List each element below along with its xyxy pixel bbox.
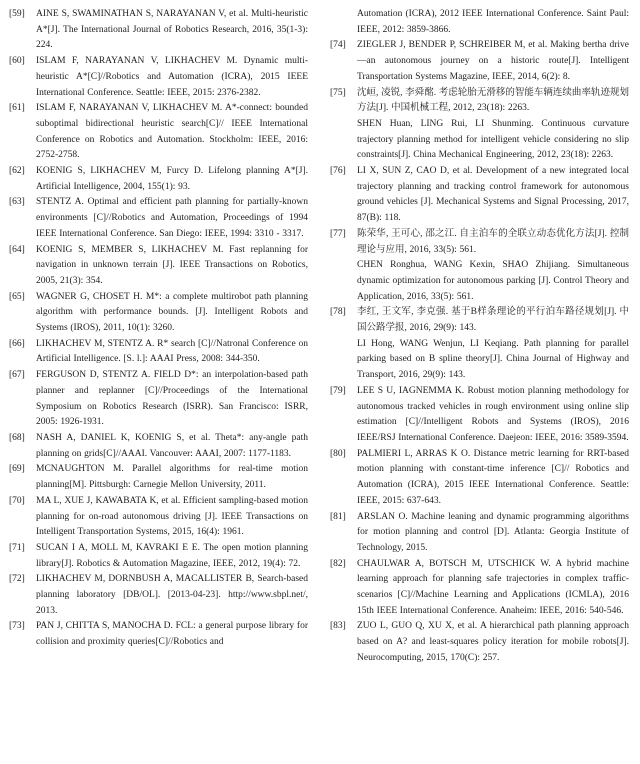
reference-number: [70] bbox=[9, 495, 25, 506]
reference-body bbox=[357, 384, 629, 447]
reference-text: ZIEGLER J, BENDER P, SCHREIBER M, et al. Making bertha drive—an autonomous journey on a historic route[J]. Intelligent Transportation Systems Magazine, IEEE, 2014, 6(2): 8. bbox=[357, 40, 629, 82]
reference-number: [64] bbox=[9, 244, 25, 255]
reference-text: KOENIG S, MEMBER S, LIKHACHEV M. Fast replanning for navigation in unknown terrain [J]. IEEE Transactions on Robotics, 2005, 21(3): 354. bbox=[36, 244, 308, 286]
reference-body bbox=[36, 431, 308, 462]
reference-number: [78] bbox=[330, 307, 346, 318]
reference-text: 沈峘, 凌锐, 李舜酩. 考虑轮胎无滑移的智能车辆连续曲率轨迹规划方法[J]. 中国机械工程, 2012, 23(18): 2263. bbox=[357, 87, 629, 114]
reference-text: ISLAM F, NARAYANAN V, LIKHACHEV M. A*-connect: bounded suboptimal bidirectional heuristic search[C]// IEEE International Conference on Robotics and Automation. Stockholm: IEEE, 2016: 2752-2758. bbox=[36, 103, 308, 161]
reference-body bbox=[357, 38, 629, 85]
reference-text: ARSLAN O. Machine leaning and dynamic programming algorithms for motion planning and control [D]. Atlanta: Georgia Institute of Technology, 2015. bbox=[357, 511, 629, 553]
reference-number: [83] bbox=[330, 621, 346, 632]
reference-body bbox=[357, 164, 629, 227]
reference-item bbox=[330, 510, 629, 557]
reference-number: [82] bbox=[330, 558, 346, 569]
reference-body bbox=[36, 243, 308, 290]
left-column bbox=[9, 7, 308, 758]
reference-body bbox=[36, 541, 308, 572]
reference-text: CHEN Ronghua, WANG Kexin, SHAO Zhijiang. Simultaneous dynamic optimization for autonomous parking [J]. Control Theory and Application, 2016, 33(5): 561. bbox=[357, 260, 629, 302]
reference-text: AINE S, SWAMINATHAN S, NARAYANAN V, et al. Multi-heuristic A*[J]. The International Journal of Robotics Research, 2016, 35(1-3): 224. bbox=[36, 9, 308, 51]
reference-text: 陈荣华, 王可心, 邵之江. 自主泊车的全联立动态优化方法[J]. 控制理论与应用, 2016, 33(5): 561. bbox=[357, 228, 629, 255]
reference-item bbox=[9, 7, 308, 54]
reference-body bbox=[36, 290, 308, 337]
reference-body bbox=[36, 54, 308, 101]
reference-text: ZUO L, GUO Q, XU X, et al. A hierarchical path planning approach based on A? and least-squares policy iteration for mobile robots[J]. Neurocomputing, 2015, 170(C): 257. bbox=[357, 621, 629, 663]
reference-item bbox=[330, 447, 629, 510]
reference-text: LI X, SUN Z, CAO D, et al. Development of a new integrated local trajectory planning and tracking control framework for autonomous ground vehicles [J]. Mechanical Systems and Signal Processing, 2017, 87(B): 118. bbox=[357, 166, 629, 224]
reference-number: [66] bbox=[9, 338, 25, 349]
reference-item bbox=[9, 619, 308, 650]
reference-item bbox=[330, 305, 629, 384]
reference-text: MCNAUGHTON M. Parallel algorithms for real-time motion planning[M]. Pittsburgh: Carnegie Mellon University, 2011. bbox=[36, 464, 308, 491]
reference-number: [62] bbox=[9, 166, 25, 177]
reference-body bbox=[36, 494, 308, 541]
reference-number: [71] bbox=[9, 542, 25, 553]
reference-body bbox=[357, 447, 629, 510]
reference-number: [69] bbox=[9, 464, 25, 475]
reference-number: [59] bbox=[9, 9, 25, 19]
reference-item bbox=[9, 54, 308, 101]
reference-text: Automation (ICRA), 2012 IEEE International Conference. Saint Paul: IEEE, 2012: 3859-3866. bbox=[357, 9, 629, 35]
reference-item bbox=[330, 7, 629, 38]
reference-text: ISLAM F, NARAYANAN V, LIKHACHEV M. Dynamic multi-heuristic A*[C]//Robotics and Automation (ICRA), 2015 IEEE International Conference. Seattle: IEEE, 2015: 2376-2382. bbox=[36, 56, 308, 98]
reference-item bbox=[330, 38, 629, 85]
reference-body bbox=[36, 7, 308, 54]
reference-number: [61] bbox=[9, 103, 25, 114]
reference-item bbox=[9, 431, 308, 462]
reference-text: LI Hong, WANG Wenjun, LI Keqiang. Path planning for parallel parking based on B spline theory[J]. China Journal of Highway and Transport, 2016, 29(9): 143. bbox=[357, 338, 629, 381]
reference-number: [77] bbox=[330, 228, 346, 239]
reference-item bbox=[9, 195, 308, 242]
reference-body bbox=[36, 164, 308, 195]
reference-number: [67] bbox=[9, 370, 25, 381]
reference-number: [81] bbox=[330, 511, 346, 522]
reference-body bbox=[357, 86, 629, 165]
reference-number: [60] bbox=[9, 56, 25, 67]
reference-text: LIKHACHEV M, DORNBUSH A, MACALLISTER B, Search-based planning laboratory [DB/OL]. [2013-04-23]. http://www.sbpl.net/, 2013. bbox=[36, 574, 308, 616]
reference-body bbox=[36, 337, 308, 368]
reference-text: LIKHACHEV M, STENTZ A. R* search [C]//Natronal Conference on Artificial Intelligence. [S. l.]: AAAI Press, 2008: 344-350. bbox=[36, 338, 308, 365]
reference-body bbox=[36, 195, 308, 242]
reference-body bbox=[36, 572, 308, 619]
reference-text: FERGUSON D, STENTZ A. FIELD D*: an interpolation-based path planner and replanner [C]//Proceedings of the International Symposium on Robotics Research (ISRR). San Francisco: ISRR, 2005: 1926-1931. bbox=[36, 370, 308, 428]
reference-item bbox=[9, 101, 308, 164]
reference-text: NASH A, DANIEL K, KOENIG S, et al. Theta*: any-angle path planning on grids[C]//AAAI. Vancouver: AAAI, 2007: 1177-1183. bbox=[36, 432, 308, 459]
reference-number: [65] bbox=[9, 291, 25, 302]
reference-item bbox=[330, 86, 629, 165]
reference-body bbox=[357, 619, 629, 666]
reference-text: STENTZ A. Optimal and efficient path planning for partially-known environments [C]//Robotics and Automation, Proceedings of 1994 IEEE International Conference. San Diego: IEEE, 1994: 3310 - 3317. bbox=[36, 197, 308, 239]
reference-text: LEE S U, IAGNEMMA K. Robust motion planning methodology for autonomous tracked vehicles in rough environment using online slip estimation [C]//Intelligent Robots and Systems (IROS), 2016 IEEE/RSJ International Conference. Daejeon: IEEE, 2016: 3589-3594. bbox=[357, 385, 629, 443]
reference-number: [73] bbox=[9, 621, 25, 632]
right-column bbox=[330, 7, 629, 758]
reference-number: [79] bbox=[330, 385, 346, 396]
reference-item bbox=[9, 368, 308, 431]
reference-number: [68] bbox=[9, 432, 25, 443]
reference-text: SHEN Huan, LING Rui, LI Shunming. Continuous curvature trajectory planning method for intelligent vehicle considering no slip constraints[J]. China Mechanical Engineering, 2012, 23(18): 2263. bbox=[357, 118, 629, 161]
reference-text: MA L, XUE J, KAWABATA K, et al. Efficient sampling-based motion planning for on-road autonomous driving [J]. IEEE Transactions on Intelligent Transportation Systems, 2015, 16(4): 1961. bbox=[36, 495, 308, 538]
reference-body bbox=[36, 368, 308, 431]
reference-text: SUCAN I A, MOLL M, KAVRAKI E E. The open motion planning library[J]. Robotics & Automation Magazine, IEEE, 2012, 19(4): 72. bbox=[36, 542, 308, 569]
reference-number: [63] bbox=[9, 197, 25, 208]
reference-item bbox=[9, 572, 308, 619]
reference-body bbox=[357, 557, 629, 620]
reference-item bbox=[9, 243, 308, 290]
reference-body bbox=[357, 305, 629, 384]
reference-item bbox=[330, 619, 629, 666]
reference-text: 李红, 王文军, 李克强. 基于B样条理论的平行泊车路径规划[J]. 中国公路学报, 2016, 29(9): 143. bbox=[357, 307, 629, 334]
reference-item bbox=[9, 164, 308, 195]
reference-body bbox=[36, 619, 308, 650]
reference-text: PALMIERI L, ARRAS K O. Distance metric learning for RRT-based motion planning with constant-time inference [C]// Robotics and Automation (ICRA), 2015 IEEE International Conference. Seattle: IEEE, 2015: 637-643. bbox=[357, 448, 629, 506]
reference-item bbox=[330, 164, 629, 227]
reference-text: PAN J, CHITTA S, MANOCHA D. FCL: a general purpose library for collision and proximity queries[C]//Robotics and bbox=[36, 621, 308, 648]
reference-body bbox=[36, 462, 308, 493]
reference-number: [75] bbox=[330, 87, 346, 98]
reference-text: WAGNER G, CHOSET H. M*: a complete multirobot path planning algorithm with performance bounds. [J]. Intelligent Robots and Systems (IROS), 2011, 10(1): 3260. bbox=[36, 291, 308, 334]
reference-body bbox=[357, 227, 629, 306]
reference-number: [76] bbox=[330, 166, 346, 177]
reference-number: [74] bbox=[330, 40, 346, 51]
reference-item bbox=[330, 227, 629, 306]
reference-item bbox=[9, 541, 308, 572]
reference-item bbox=[330, 384, 629, 447]
reference-number: [72] bbox=[9, 574, 25, 585]
reference-item bbox=[9, 494, 308, 541]
reference-body bbox=[36, 101, 308, 164]
reference-item bbox=[9, 337, 308, 368]
reference-item bbox=[9, 290, 308, 337]
reference-body bbox=[357, 510, 629, 557]
reference-item bbox=[330, 557, 629, 620]
reference-text: KOENIG S, LIKHACHEV M, Furcy D. Lifelong planning A*[J]. Artificial Intelligence, 2004, 155(1): 93. bbox=[36, 166, 308, 192]
reference-number: [80] bbox=[330, 448, 346, 459]
reference-body bbox=[357, 7, 629, 38]
reference-item bbox=[9, 462, 308, 493]
reference-text: CHAULWAR A, BOTSCH M, UTSCHICK W. A hybrid machine learning approach for planning safe trajectories in complex traffic-scenarios [C]//Machine Learning and Applications (ICMLA), 2016 15th IEEE International Conference. Anaheim: IEEE, 2016: 540-546. bbox=[357, 558, 629, 616]
